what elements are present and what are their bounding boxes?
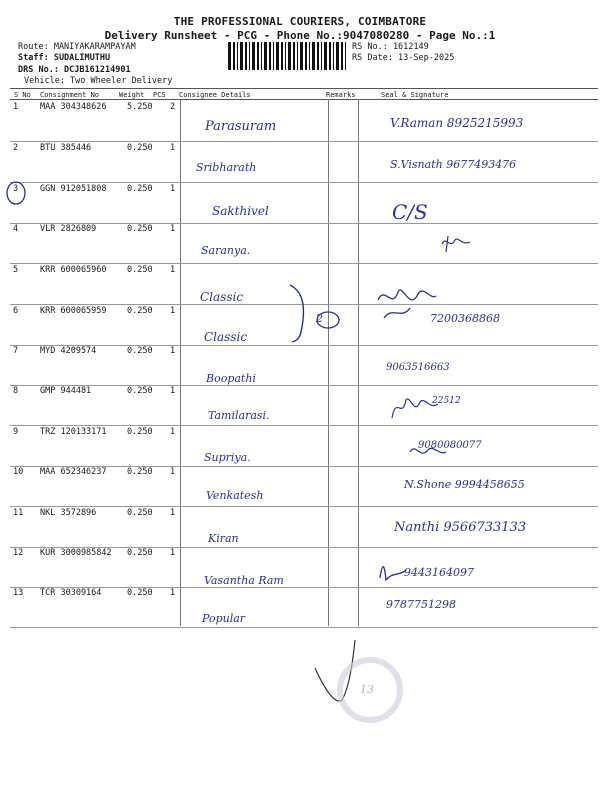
row-sno: 1: [13, 102, 19, 112]
row-pcs: 1: [170, 346, 176, 356]
row-weight: 0.250: [127, 548, 153, 558]
row-sno: 11: [13, 508, 24, 518]
row-sno: 9: [13, 427, 19, 437]
company-title: THE PROFESSIONAL COURIERS, COIMBATORE: [173, 15, 427, 28]
row-sno: 5: [13, 265, 19, 275]
route-text: Route: MANIYAKARAMPAYAM: [18, 42, 136, 52]
row-sno: 10: [13, 467, 24, 477]
row-consignee-handwritten: Parasuram: [205, 119, 277, 134]
row-pcs: 1: [170, 588, 176, 598]
row-pcs: 2: [170, 102, 176, 112]
row-divider: [10, 345, 598, 346]
row-divider: [10, 425, 598, 426]
row-consignee-handwritten: Sribharath: [196, 161, 257, 174]
row-weight: 0.250: [127, 224, 153, 234]
row-consignment-no: TRZ 120133171: [40, 427, 107, 437]
row-pcs: 1: [170, 143, 176, 153]
row-weight: 0.250: [127, 265, 153, 275]
row-consignment-no: MAA 652346237: [40, 467, 107, 477]
row-seal-signature: S.Visnath 9677493476: [390, 158, 517, 171]
row-consignment-no: GMP 944481: [40, 386, 92, 396]
table-top-border: [10, 88, 598, 89]
row-pcs: 1: [170, 306, 176, 316]
row-pcs: 1: [170, 184, 176, 194]
col-weight: Weight: [119, 91, 145, 99]
row-weight: 0.250: [127, 346, 153, 356]
row-sno: 8: [13, 386, 19, 396]
row-divider: [10, 141, 598, 142]
table-header-border: [10, 99, 598, 100]
stamp-number: 13: [360, 683, 374, 696]
row-weight: 0.250: [127, 467, 153, 477]
row-consignee-handwritten: Vasantha Ram: [204, 574, 284, 587]
row-sno: 13: [13, 588, 24, 598]
row-consignee-handwritten: Tamilarasi.: [208, 409, 270, 422]
row-weight: 0.250: [127, 508, 153, 518]
row-divider: [10, 223, 598, 224]
barcode: [228, 42, 348, 70]
row-weight: 0.250: [127, 588, 153, 598]
row-sno: 4: [13, 224, 19, 234]
row-sno: 3: [13, 184, 19, 194]
rs-date: RS Date: 13-Sep-2025: [352, 53, 455, 63]
col-pcs: PCS: [153, 91, 166, 99]
row-seal-signature: N.Shone 9994458655: [404, 478, 525, 491]
row-consignment-no: MAA 304348626: [40, 102, 107, 112]
row-seal-signature: V.Raman 8925215993: [390, 116, 524, 130]
rs-number: RS No.: 1612149: [352, 42, 429, 52]
drs-text: DRS No.: DCJB161214901: [18, 65, 131, 75]
row-consignee-handwritten: Venkatesh: [206, 489, 264, 502]
row-consignee-handwritten: Boopathi: [206, 372, 256, 385]
row-seal-signature: Nanthi 9566733133: [394, 520, 527, 535]
row-consignment-no: KRR 600065960: [40, 265, 107, 275]
row-seal-signature: 9063516663: [386, 362, 450, 373]
col-consignee: Consignee Details: [179, 91, 251, 99]
row-seal-signature: 7200368868: [430, 312, 500, 325]
row-divider: [10, 627, 598, 628]
runsheet-subtitle: Delivery Runsheet - PCG - Phone No.:9047080280 - Page No.:1: [104, 29, 496, 42]
row-sno: 6: [13, 306, 19, 316]
col-sno: S No: [14, 91, 31, 99]
row-consignee-handwritten: Saranya.: [201, 244, 251, 257]
row-consignment-no: VLR 2826809: [40, 224, 97, 234]
row-weight: 0.250: [127, 427, 153, 437]
row-consignee-handwritten: Sakthivel: [212, 204, 269, 218]
row-weight: 0.250: [127, 386, 153, 396]
row-pcs: 1: [170, 427, 176, 437]
row-seal-signature: 9080080077: [418, 440, 482, 451]
row-consignee-handwritten: Classic: [204, 330, 248, 344]
row-consignment-no: GGN 912051808: [40, 184, 107, 194]
row-weight: 0.250: [127, 306, 153, 316]
row-consignment-no: BTU 385446: [40, 143, 92, 153]
row-divider: [10, 304, 598, 305]
col-seal: Seal & Signature: [381, 91, 449, 99]
row-pcs: 1: [170, 467, 176, 477]
row-pcs: 1: [170, 386, 176, 396]
row-sno: 2: [13, 143, 19, 153]
row-consignment-no: MYD 4209574: [40, 346, 97, 356]
row-consignee-handwritten: Kiran: [208, 532, 239, 545]
row-seal-signature: 9787751298: [386, 598, 456, 611]
staff-text: Staff: SUDALIMUTHU: [18, 53, 111, 63]
vehicle-text: Vehicle: Two Wheeler Delivery: [24, 76, 173, 86]
row-weight: 0.250: [127, 143, 153, 153]
row-consignment-no: KUR 3000985842: [40, 548, 112, 558]
row-consignment-no: TCR 30309164: [40, 588, 102, 598]
row-divider: [10, 385, 598, 386]
row-pcs: 1: [170, 265, 176, 275]
row-divider: [10, 263, 598, 264]
row-seal-signature: 9443164097: [404, 566, 474, 579]
row-consignee-handwritten: Classic: [200, 290, 244, 304]
row-weight: 0.250: [127, 184, 153, 194]
row-consignment-no: KRR 600065959: [40, 306, 107, 316]
row-pcs: 1: [170, 548, 176, 558]
row-divider: [10, 506, 598, 507]
col-remarks: Remarks: [326, 91, 356, 99]
row-consignment-no: NKL 3572896: [40, 508, 97, 518]
row-pcs: 1: [170, 224, 176, 234]
col-consignment: Consignment No: [40, 91, 100, 99]
bracket-count: 2: [316, 312, 323, 325]
row-weight: 5.250: [127, 102, 153, 112]
row-consignee-handwritten: Popular: [202, 612, 246, 625]
row-sno: 12: [13, 548, 24, 558]
row-sno: 7: [13, 346, 19, 356]
row-consignee-handwritten: Supriya.: [204, 451, 251, 464]
row-divider: [10, 182, 598, 183]
row-pcs: 1: [170, 508, 176, 518]
row-seal-signature: 22512: [432, 396, 461, 406]
row-seal-signature: C/S: [392, 200, 428, 224]
